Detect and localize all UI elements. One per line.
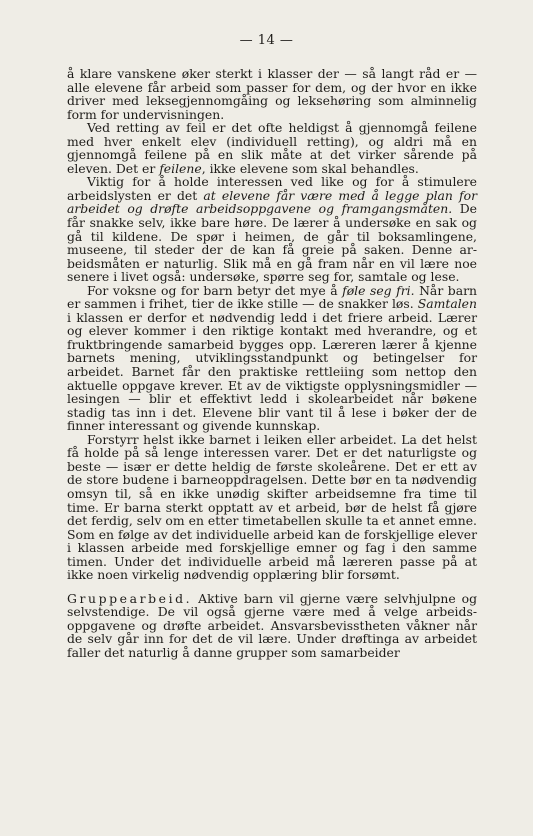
emphasis-feilene: feilene [159, 160, 202, 176]
paragraph-text: Når barn er sammen i frihet, tier de ikke stille — de snakker løs. [67, 282, 477, 312]
paragraph-5 [67, 433, 477, 582]
paragraph-text: Forstyrr helst ikke barnet i leiken eller arbeidet. La det helst få holde på så lenge interessen varer. Det er det naturligste og beste — især er dette heldig de første skoleårene. Det er ett av de store budene i barneoppdragelsen. Dette bør en ta nødvendig omsyn til, så en ikke unødig skifter arbeidsemne fra time til time. Er barna sterkt opptatt av et arbeid, bør de helst få gjøre det ferdig, selv om en etter timetabellen skulle ta et annet emne. Som en følge av det individuelle arbeid kan de forskjellige elever i klassen arbeide med forskjellige emner og fag i den samme timen. Under det individuelle arbeid må læreren passe på at ikke noen virkelig nødvendig opplæring blir forsømt. [67, 431, 477, 583]
paragraph-2 [67, 121, 477, 175]
emphasis-fri: føle seg fri. [342, 282, 415, 298]
paragraph-text: i klassen er derfor et nødvendig ledd i det friere arbeid. Lærer og elever kommer i den riktige kontakt med hverandre, og et fruktbringende samarbeid bygges opp. Læreren lærer å kjenne barnets mening, utviklingsstandpunkt og betingelser for arbeidet. Barnet får den praktiske rettleiing som nettop den aktuelle oppgave krever. Et av de viktigste opplysningsmidler — lesingen — blir et effektivt ledd i skolearbeidet når bøkene stadig tas inn i det. Elevene blir vant til å lese i bøker der de finner interessant og givende kunnskap. [67, 309, 477, 434]
paragraph-4 [67, 284, 477, 433]
paragraph-text: Viktig for å holde interessen ved like og for å stimulere arbeidslysten er det [67, 174, 477, 203]
emphasis-samtalen: Samtalen [417, 296, 477, 312]
section-heading-gruppearbeid: Gruppearbeid. [67, 590, 193, 606]
paragraph-text: For voksne og for barn betyr det mye å [87, 282, 343, 298]
paragraph-3 [67, 175, 477, 283]
paragraph-text: De får snakke selv, ikke bare høre. De lærer å undersøke en sak og gå til kildene. De spør i heimen, de går til boksamlingene, museene, til steder der de kan få greie på saken. Denne arbeidsmåten er naturlig. Slik må en gå fram når en vil lære noe senere i livet også: undersøke, spørre seg for, samtale og lese. [67, 201, 477, 285]
paragraph-text: å klare vanskene øker sterkt i klasser der — så langt råd er — alle elevene får arbeid som passer for dem, og der hvor en ikke driver med leksegjennomgåing og leksehøring som alminnelig form for undervisningen. [67, 66, 477, 122]
emphasis-plan: at elevene får være med å legge plan for arbeidet og drøfte arbeidsoppgavene og framgangsmåten. [67, 187, 477, 217]
body-text [67, 67, 477, 660]
paragraph-6 [67, 592, 477, 660]
paragraph-text: , ikke elevene som skal behandles. [201, 160, 419, 176]
paragraph-1 [67, 67, 477, 121]
paragraph-text: Ved retting av feil er det ofte heldigst å gjennomgå feilene med hver enkelt elev (individuell retting), og aldri må en gjennomgå feilene på en slik måte at det virker sårende på eleven. Det er [67, 120, 477, 176]
page-number: — 14 — [239, 33, 294, 48]
paragraph-text: Aktive barn vil gjerne være selvhjulpne og selvstendige. De vil også gjerne være med å velge arbeidsoppgavene og drøfte arbeidet. Ansvarsbevisstheten våkner når de selv går inn for det de vil lære. Under drøftinga av arbeidet faller det naturlig å danne grupper som samarbeider [67, 590, 477, 660]
